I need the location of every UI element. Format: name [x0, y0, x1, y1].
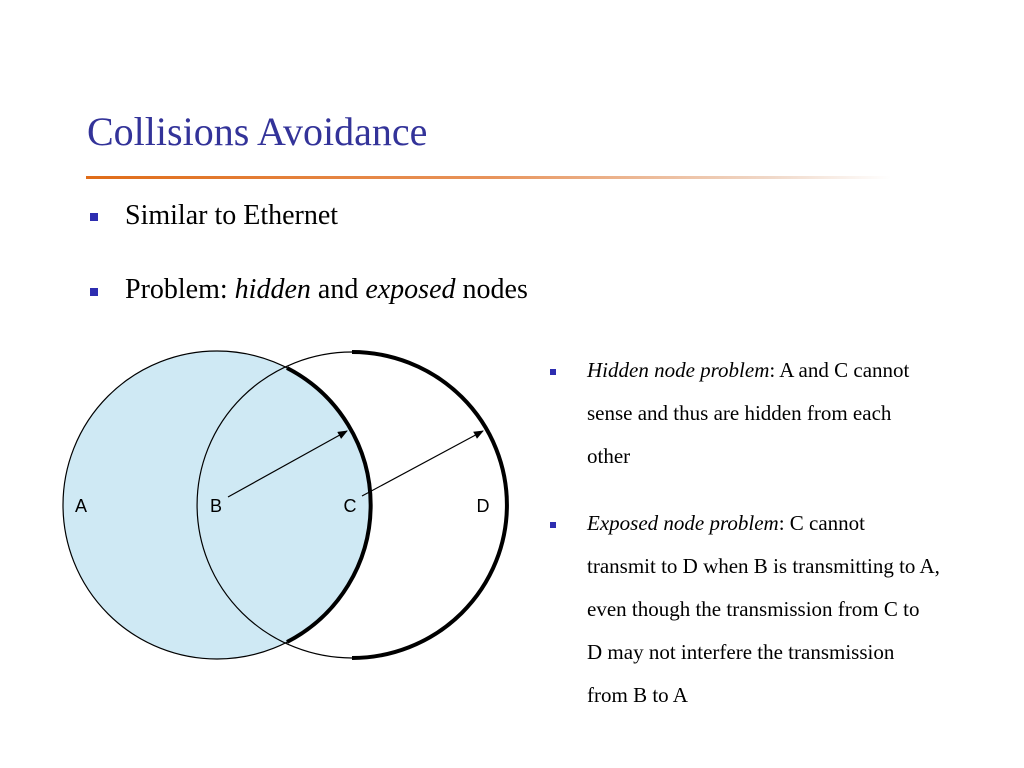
exposed-word: exposed: [365, 274, 456, 305]
desc-line: : A and C cannot: [769, 358, 910, 382]
exposed-node-term: Exposed node problem: [587, 511, 779, 535]
problem-prefix: Problem:: [125, 274, 235, 305]
problem-suffix: nodes: [455, 274, 528, 305]
desc-line: other: [587, 444, 631, 468]
node-a-label: A: [74, 496, 88, 516]
exposed-node-description: [587, 502, 940, 717]
side-bullet-marker: [550, 369, 556, 375]
slide-title: Collisions Avoidance: [87, 109, 428, 154]
hidden-node-term: Hidden node problem: [587, 358, 770, 382]
side-bullet-marker: [550, 522, 556, 528]
bullet-similar-ethernet: Similar to Ethernet: [125, 200, 339, 231]
problem-middle: and: [310, 274, 366, 305]
desc-line: : C cannot: [778, 511, 866, 535]
arrow-c-to-d-range: [362, 431, 483, 496]
desc-line: D may not interfere the transmission: [587, 640, 895, 664]
desc-line: even though the transmission from C to: [587, 597, 920, 621]
desc-line: from B to A: [587, 683, 688, 707]
node-c-label: C: [343, 496, 357, 516]
hidden-word: hidden: [234, 274, 311, 305]
node-b-label: B: [209, 496, 223, 516]
hidden-node-description: [587, 349, 909, 478]
desc-line: transmit to D when B is transmitting to A,: [587, 554, 940, 578]
node-d-label: D: [476, 496, 490, 516]
desc-line: sense and thus are hidden from each: [587, 401, 892, 425]
